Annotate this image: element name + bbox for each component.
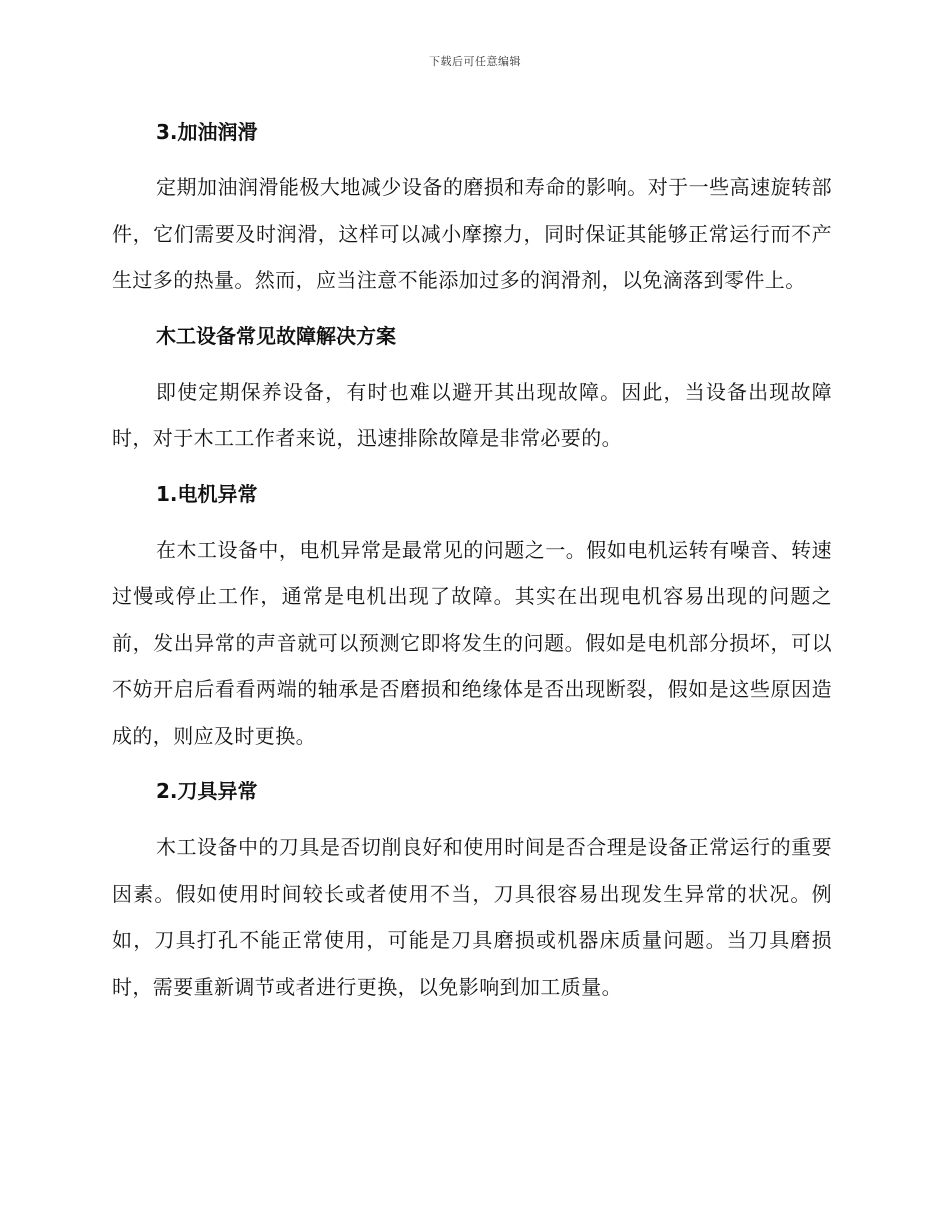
- page-header: 下载后可任意编辑: [429, 55, 521, 68]
- paragraph-lubrication: 定期加油润滑能极大地减少设备的磨损和寿命的影响。对于一些高速旋转部件，它们需要及时润滑，这样可以减小摩擦力，同时保证其能够正常运行而不产生过多的热量。然而，应当注意不能添加过多的润滑剂，以免滴落到零件上。: [112, 175, 832, 292]
- section-heading-lubrication: 3.加油润滑: [156, 120, 258, 144]
- section-heading-tool-fault: 2.刀具异常: [156, 779, 258, 803]
- paragraph-fault-solutions: 即使定期保养设备，有时也难以避开其出现故障。因此，当设备出现故障时，对于木工工作者来说，迅速排除故障是非常必要的。: [112, 379, 832, 450]
- document-body: [112, 106, 832, 1019]
- section-heading-motor-fault: 1.电机异常: [156, 481, 258, 506]
- paragraph-tool-fault: 木工设备中的刀具是否切削良好和使用时间是否合理是设备正常运行的重要因素。假如使用时间较长或者使用不当，刀具很容易出现发生异常的状况。例如，刀具打孔不能正常使用，可能是刀具磨损或机器床质量问题。当刀具磨损时，需要重新调节或者进行更换，以免影响到加工质量。: [112, 835, 832, 999]
- section-heading-fault-solutions: 木工设备常见故障解决方案: [156, 323, 396, 348]
- paragraph-motor-fault: 在木工设备中，电机异常是最常见的问题之一。假如电机运转有噪音、转速过慢或停止工作，通常是电机出现了故障。其实在出现电机容易出现的问题之前，发出异常的声音就可以预测它即将发生的问题。假如是电机部分损坏，可以不妨开启后看看两端的轴承是否磨损和绝缘体是否出现断裂，假如是这些原因造成的，则应及时更换。: [112, 537, 832, 748]
